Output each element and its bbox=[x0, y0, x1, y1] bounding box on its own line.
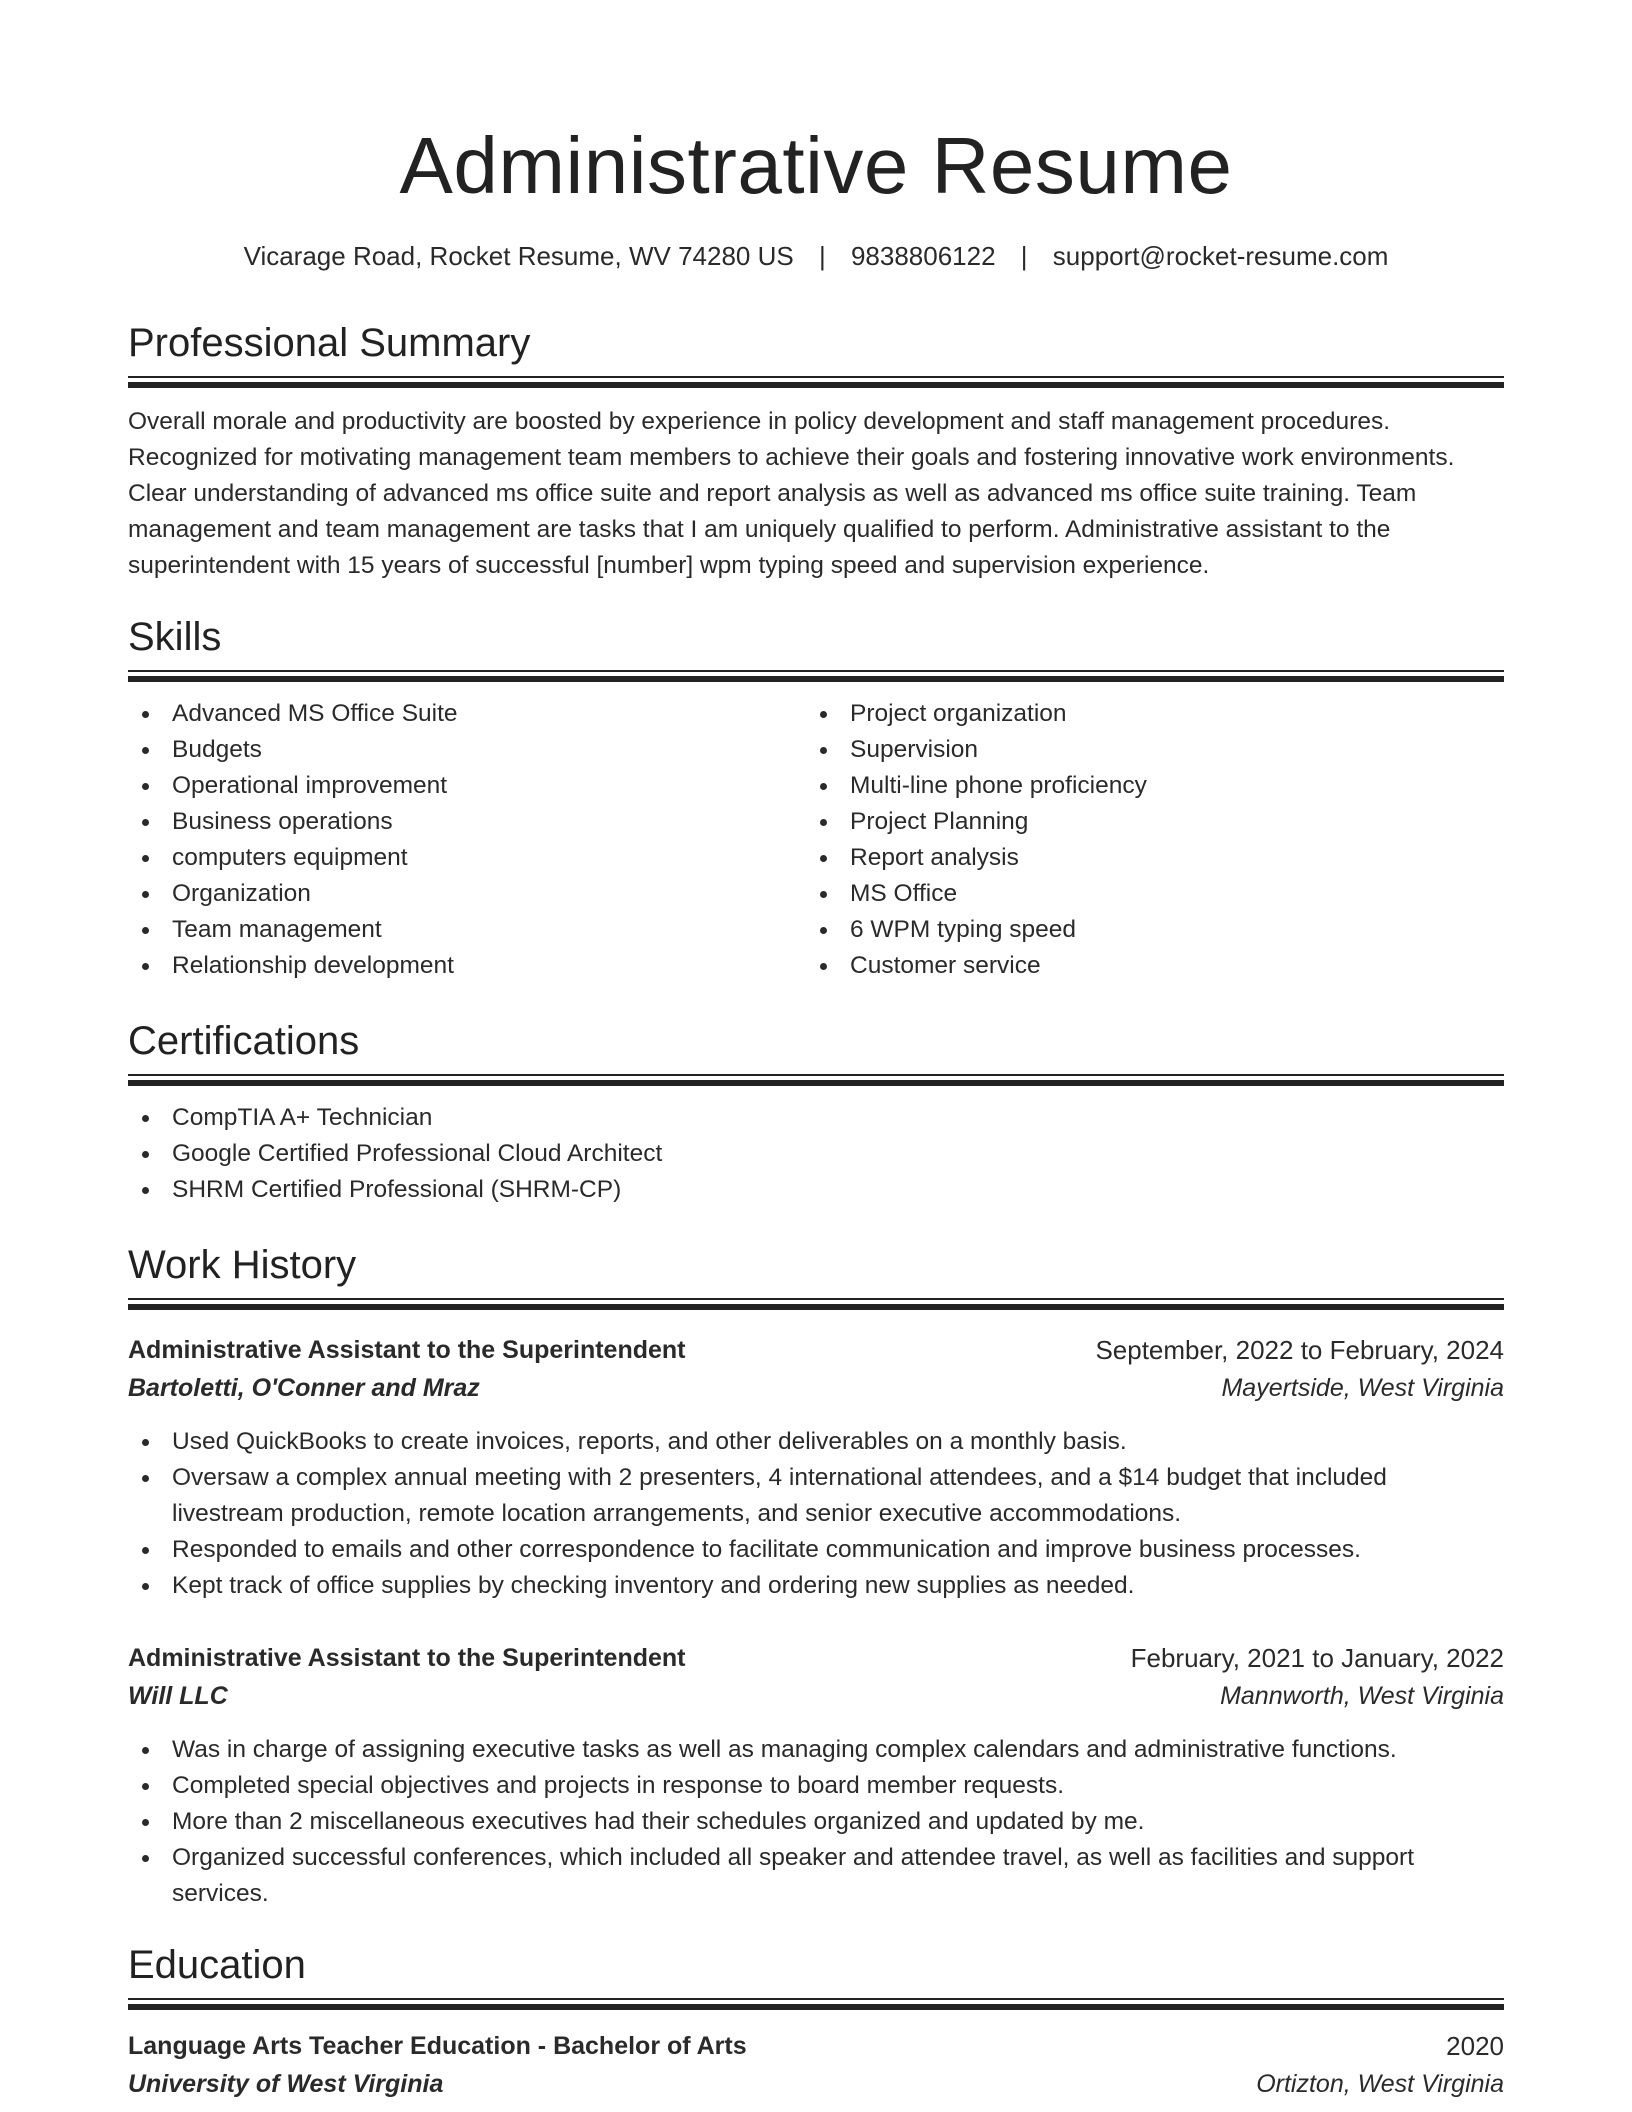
job-company: Will LLC bbox=[128, 1682, 228, 1710]
skill-item: Customer service bbox=[806, 948, 1504, 984]
job-bullet: Responded to emails and other correspondence to facilitate communication and improve business processes. bbox=[128, 1532, 1504, 1568]
job-location: Mannworth, West Virginia bbox=[1220, 1682, 1504, 1710]
education-location: Ortizton, West Virginia bbox=[1256, 2070, 1504, 2098]
resume-name: Administrative Resume bbox=[399, 121, 1233, 210]
job-bullets bbox=[128, 1424, 1504, 1604]
skill-item: Business operations bbox=[128, 804, 788, 840]
section-divider bbox=[128, 1074, 1504, 1086]
summary-text: Overall morale and productivity are boosted by experience in policy development and staff management procedures. Recognized for motivating management team members to achieve their goals and fostering innovative work environments. Clear understanding of advanced ms office suite and report analysis as well as advanced ms office suite training. Team management and team management are tasks that I am uniquely qualified to perform. Administrative assistant to the superintendent with 15 years of successful [number] wpm typing speed and supervision experience. bbox=[128, 408, 1455, 579]
job-bullet: Oversaw a complex annual meeting with 2 presenters, 4 international attendees, and a $14 budget that included livestream production, remote location arrangements, and senior executive accommodations. bbox=[128, 1460, 1504, 1532]
section-title-work-history: Work History bbox=[128, 1243, 357, 1287]
certification-item: SHRM Certified Professional (SHRM-CP) bbox=[128, 1172, 1504, 1208]
skill-item: Organization bbox=[128, 876, 788, 912]
certification-item: CompTIA A+ Technician bbox=[128, 1100, 1504, 1136]
job-bullet: Completed special objectives and projects in response to board member requests. bbox=[128, 1768, 1504, 1804]
skill-item: Advanced MS Office Suite bbox=[128, 696, 788, 732]
section-divider bbox=[128, 1298, 1504, 1310]
section-title-summary: Professional Summary bbox=[128, 321, 531, 365]
skill-item: Operational improvement bbox=[128, 768, 788, 804]
certifications-list bbox=[128, 1100, 1504, 1208]
skill-item: Relationship development bbox=[128, 948, 788, 984]
section-divider bbox=[128, 376, 1504, 388]
contact-separator: | bbox=[818, 241, 826, 271]
job-bullet: More than 2 miscellaneous executives had their schedules organized and updated by me. bbox=[128, 1804, 1504, 1840]
certification-item: Google Certified Professional Cloud Architect bbox=[128, 1136, 1504, 1172]
contact-address: Vicarage Road, Rocket Resume, WV 74280 US bbox=[243, 241, 794, 271]
skills-list-left bbox=[128, 696, 788, 984]
skill-item: Project Planning bbox=[806, 804, 1504, 840]
job-location: Mayertside, West Virginia bbox=[1221, 1374, 1504, 1402]
job-bullet: Was in charge of assigning executive tasks as well as managing complex calendars and administrative functions. bbox=[128, 1732, 1504, 1768]
job-bullet: Kept track of office supplies by checking inventory and ordering new supplies as needed. bbox=[128, 1568, 1504, 1604]
skill-item: Supervision bbox=[806, 732, 1504, 768]
skill-item: Team management bbox=[128, 912, 788, 948]
section-title-skills: Skills bbox=[128, 615, 222, 659]
section-divider bbox=[128, 1998, 1504, 2010]
section-title-education: Education bbox=[128, 1943, 306, 1987]
education-year: 2020 bbox=[1446, 2031, 1504, 2061]
section-title-certifications: Certifications bbox=[128, 1019, 360, 1063]
job-dates: February, 2021 to January, 2022 bbox=[1130, 1643, 1504, 1673]
section-divider bbox=[128, 670, 1504, 682]
skill-item: Multi-line phone proficiency bbox=[806, 768, 1504, 804]
contact-email[interactable]: support@rocket-resume.com bbox=[1052, 241, 1389, 271]
job-bullet: Used QuickBooks to create invoices, reports, and other deliverables on a monthly basis. bbox=[128, 1424, 1504, 1460]
job-bullets bbox=[128, 1732, 1504, 1912]
contact-line bbox=[128, 238, 1504, 274]
job-title: Administrative Assistant to the Superintendent bbox=[128, 1644, 686, 1672]
skill-item: computers equipment bbox=[128, 840, 788, 876]
skill-item: MS Office bbox=[806, 876, 1504, 912]
job-bullet: Organized successful conferences, which included all speaker and attendee travel, as well as facilities and support services. bbox=[128, 1840, 1504, 1912]
skill-item: Project organization bbox=[806, 696, 1504, 732]
skill-item: Report analysis bbox=[806, 840, 1504, 876]
job-company: Bartoletti, O'Conner and Mraz bbox=[128, 1374, 480, 1402]
contact-separator: | bbox=[1020, 241, 1028, 271]
skill-item: 6 WPM typing speed bbox=[806, 912, 1504, 948]
education-degree: Language Arts Teacher Education - Bachelor of Arts bbox=[128, 2032, 747, 2060]
job-title: Administrative Assistant to the Superintendent bbox=[128, 1336, 686, 1364]
skill-item: Budgets bbox=[128, 732, 788, 768]
job-dates: September, 2022 to February, 2024 bbox=[1095, 1335, 1504, 1365]
skills-list-right bbox=[806, 696, 1504, 984]
contact-phone: 9838806122 bbox=[850, 241, 996, 271]
education-school: University of West Virginia bbox=[128, 2070, 444, 2098]
